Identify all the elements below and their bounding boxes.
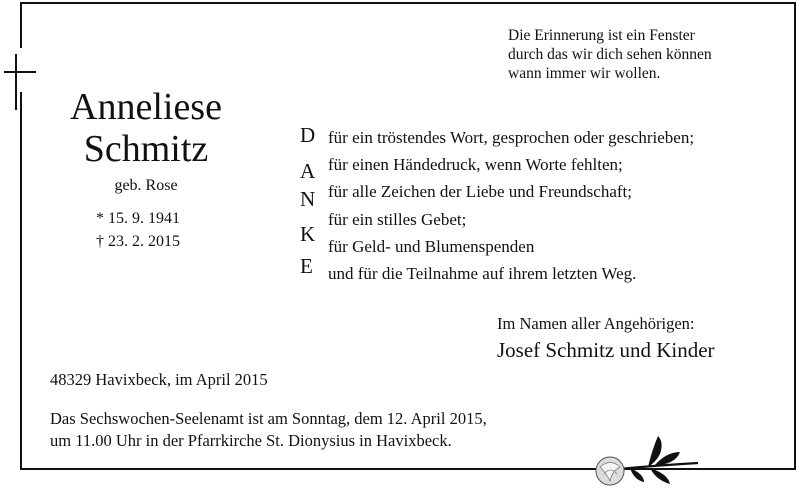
- thanks-lines: [328, 124, 694, 287]
- danke-letter: D: [300, 123, 316, 147]
- thanks-line: für Geld- und Blumenspenden: [328, 236, 535, 256]
- thanks-line: für alle Zeichen der Liebe und Freundschaft;: [328, 182, 632, 202]
- thanks-line: für ein tröstendes Wort, gesprochen oder geschrieben;: [328, 128, 695, 147]
- frame-left-edge-top: [20, 2, 22, 48]
- danke-letter: E: [300, 254, 313, 278]
- maiden-name: geb. Rose: [114, 177, 178, 194]
- notice-line: Das Sechswochen-Seelenamt ist am Sonntag, dem 12. April 2015,: [50, 409, 487, 428]
- quote-line: durch das wir dich sehen können: [508, 46, 712, 63]
- notice-line: um 11.00 Uhr in der Pfarrkirche St. Dionysius in Havixbeck.: [50, 431, 452, 450]
- thanks-line: und für die Teilnahme auf ihrem letzten Weg.: [328, 264, 637, 284]
- frame-left-edge-bottom: [20, 92, 22, 468]
- place-date: 48329 Havixbeck, im April 2015: [50, 370, 268, 389]
- signer-name: Josef Schmitz und Kinder: [497, 338, 715, 362]
- last-name: Schmitz: [83, 128, 209, 170]
- death-date: † 23. 2. 2015: [96, 233, 180, 250]
- cross-icon: [0, 54, 38, 110]
- quote-line: Die Erinnerung ist ein Fenster: [508, 27, 695, 44]
- danke-letter: K: [300, 222, 316, 246]
- quote-line: wann immer wir wollen.: [508, 65, 661, 82]
- thanks-line: für ein stilles Gebet;: [328, 209, 467, 229]
- birth-date: * 15. 9. 1941: [96, 210, 180, 227]
- thanks-line: für einen Händedruck, wenn Worte fehlten;: [328, 155, 623, 175]
- danke-letter: A: [300, 159, 316, 183]
- memorial-quote: [508, 26, 712, 83]
- deceased-name: [50, 86, 242, 170]
- danke-letter: N: [300, 187, 316, 211]
- first-name: Anneliese: [70, 86, 222, 128]
- life-dates: [96, 207, 180, 253]
- on-behalf-label: Im Namen aller Angehörigen:: [497, 314, 695, 333]
- rose-icon: [586, 430, 702, 490]
- mass-notice: [50, 408, 487, 452]
